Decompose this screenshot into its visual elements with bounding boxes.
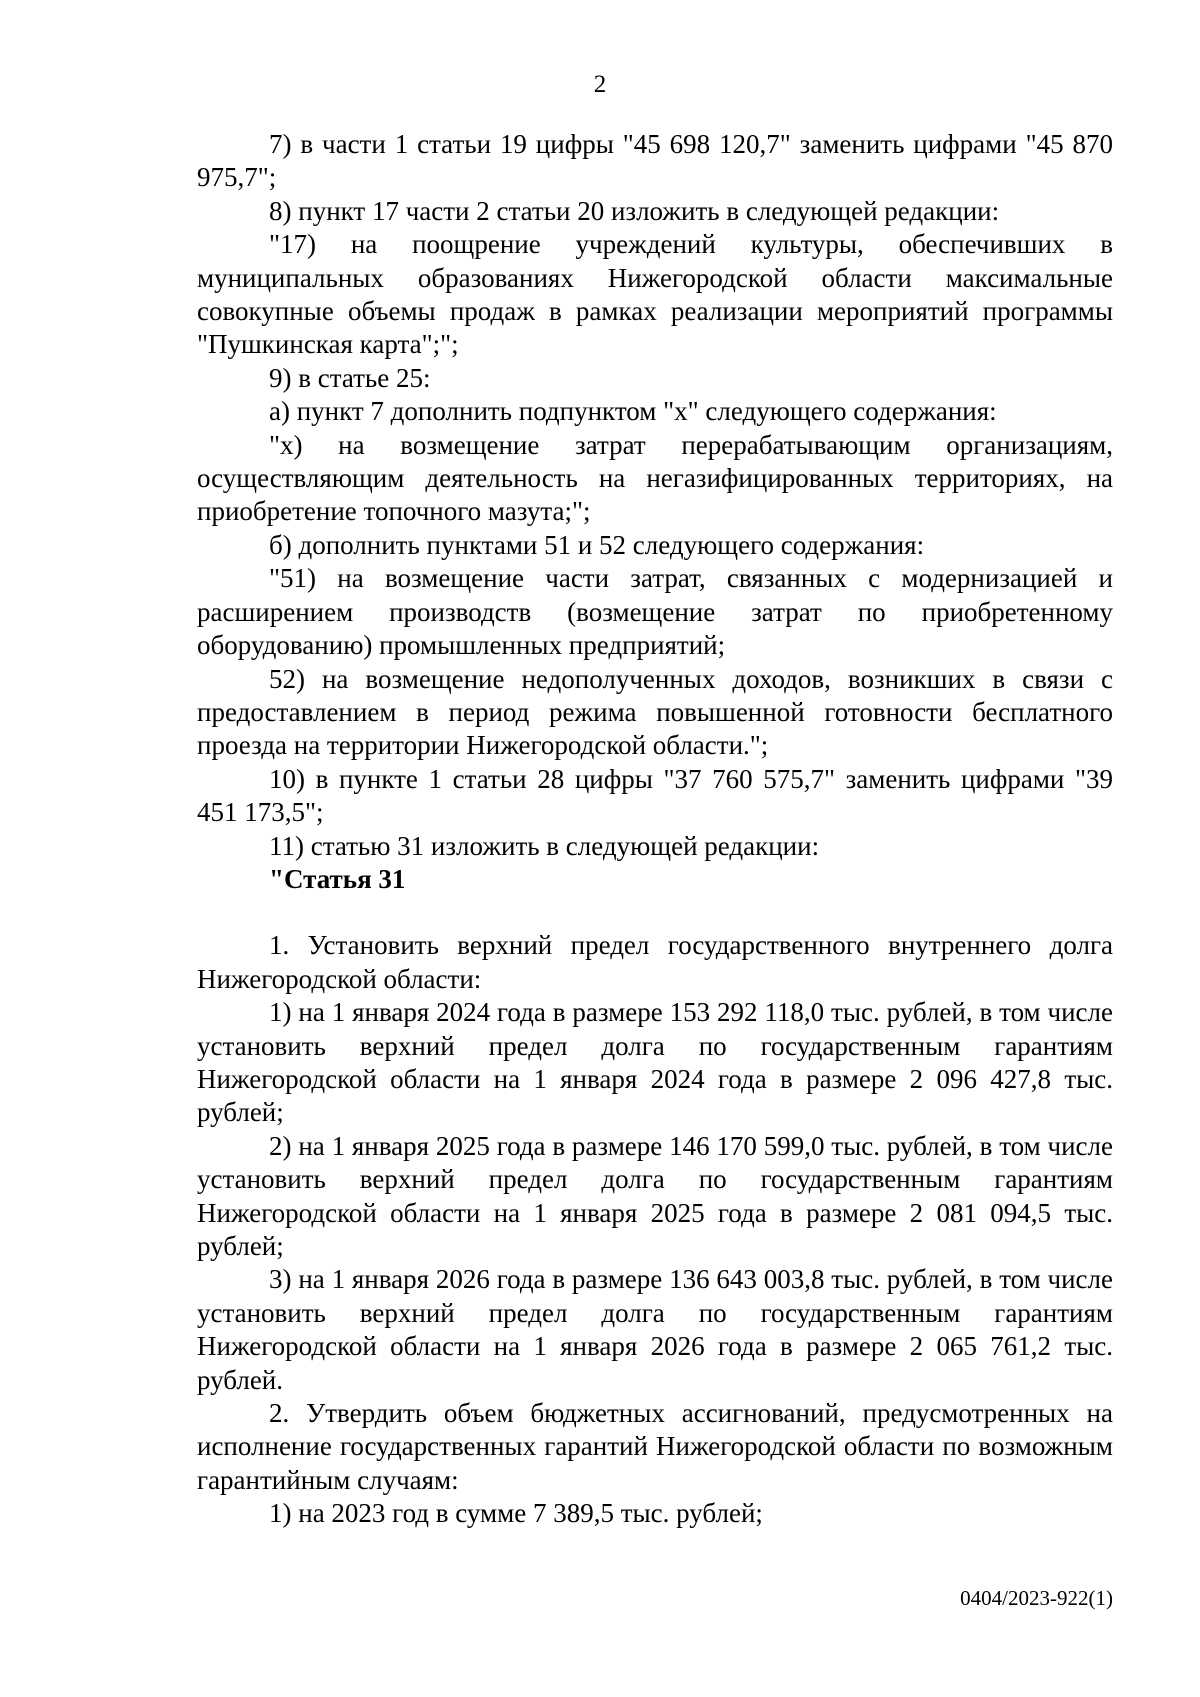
paragraph: "51) на возмещение части затрат, связанных с модернизацией и расширением производств (возмещение затрат по приобретенному оборудованию) промышленных предприятий; bbox=[197, 563, 1113, 661]
paragraph: 11) статью 31 изложить в следующей редакции: bbox=[269, 830, 820, 861]
document-body bbox=[197, 128, 1113, 1531]
paragraph: б) дополнить пунктами 51 и 52 следующего содержания: bbox=[269, 529, 925, 560]
page-number: 2 bbox=[593, 71, 607, 98]
paragraph: 7) в части 1 статьи 19 цифры "45 698 120,7" заменить цифрами "45 870 975,7"; bbox=[197, 129, 1113, 193]
paragraph: 10) в пункте 1 статьи 28 цифры "37 760 575,7" заменить цифрами "39 451 173,5"; bbox=[197, 763, 1113, 828]
article-paragraph: 1. Установить верхний предел государственного внутреннего долга Нижегородской области: bbox=[197, 930, 1113, 994]
article-heading: "Статья 31 bbox=[269, 863, 406, 894]
paragraph: 52) на возмещение недополученных доходов, возникших в связи с предоставлением в период режима повышенной готовности бесплатного проезда на территории Нижегородской области."; bbox=[197, 663, 1113, 761]
article-paragraph: 1) на 2023 год в сумме 7 389,5 тыс. рублей; bbox=[269, 1498, 763, 1529]
paragraph: а) пункт 7 дополнить подпунктом "х" следующего содержания: bbox=[269, 396, 997, 427]
document-code: 0404/2023-922(1) bbox=[960, 1586, 1113, 1610]
paragraph: "17) на поощрение учреждений культуры, обеспечивших в муниципальных образованиях Нижегородской области максимальные совокупные объемы продаж в рамках реализации мероприятий программы "Пушкинская карта";"; bbox=[197, 229, 1113, 360]
article-paragraph: 1) на 1 января 2024 года в размере 153 292 118,0 тыс. рублей, в том числе установить верхний предел долга по государственным гарантиям Нижегородской области на 1 января 2024 года в размере 2 096 427,8 тыс. рублей; bbox=[197, 997, 1113, 1128]
article-paragraph: 2) на 1 января 2025 года в размере 146 170 599,0 тыс. рублей, в том числе установить верхний предел долга по государственным гарантиям Нижегородской области на 1 января 2025 года в размере 2 081 094,5 тыс. рублей; bbox=[197, 1130, 1113, 1261]
paragraph: 9) в статье 25: bbox=[269, 362, 431, 393]
article-paragraph: 2. Утвердить объем бюджетных ассигнований, предусмотренных на исполнение государственных гарантий Нижегородской области по возможным гарантийным случаям: bbox=[197, 1398, 1113, 1495]
paragraph: "х) на возмещение затрат перерабатывающим организациям, осуществляющим деятельность на негазифицированных территориях, на приобретение топочного мазута;"; bbox=[197, 429, 1113, 527]
article-paragraph: 3) на 1 января 2026 года в размере 136 643 003,8 тыс. рублей, в том числе установить верхний предел долга по государственным гарантиям Нижегородской области на 1 января 2026 года в размере 2 065 761,2 тыс. рублей. bbox=[197, 1264, 1113, 1395]
paragraph: 8) пункт 17 части 2 статьи 20 изложить в следующей редакции: bbox=[269, 195, 1000, 226]
